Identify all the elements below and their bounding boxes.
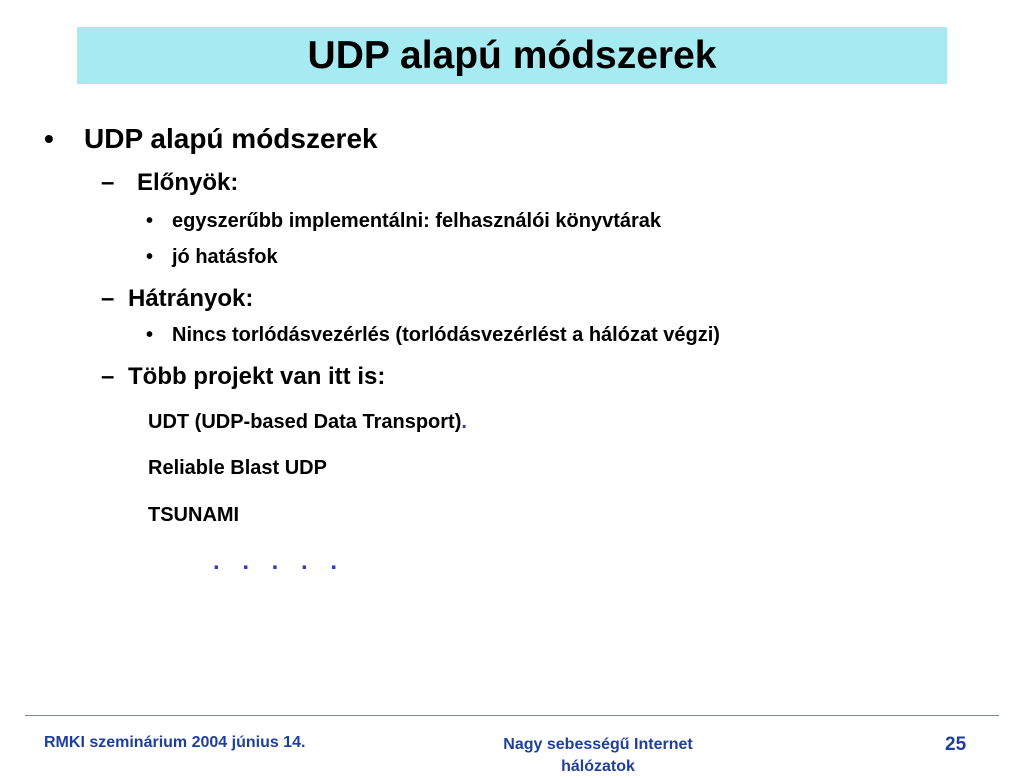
projects-heading: Több projekt van itt is: (128, 363, 386, 390)
disadvantages-dash: – (101, 285, 115, 312)
disadvantage-item-1-marker: • (146, 324, 154, 346)
disadvantages-heading: Hátrányok: (128, 285, 254, 312)
advantage-item-2-marker: • (146, 246, 154, 268)
project-item-udt-text: UDT (UDP-based Data Transport) (148, 411, 462, 433)
main-bullet-marker: • (44, 123, 54, 154)
footer-center-text: Nagy sebességű Internet hálózatok (503, 736, 693, 775)
project-item-rbudp: Reliable Blast UDP (148, 457, 327, 479)
footer-divider (25, 715, 999, 716)
project-item-tsunami: TSUNAMI (148, 504, 240, 526)
slide-title-bar (77, 27, 947, 84)
advantage-item-1-marker: • (146, 210, 154, 232)
slide-title: UDP alapú módszerek (307, 33, 717, 77)
advantages-heading: Előnyök: (137, 169, 239, 196)
projects-dash: – (101, 363, 115, 390)
footer-left-text: RMKI szeminárium 2004 június 14. (44, 734, 306, 751)
advantage-item-2-text: jó hatásfok (172, 246, 278, 268)
page-number: 25 (945, 734, 967, 755)
disadvantage-item-1-text: Nincs torlódásvezérlés (torlódásvezérlést a hálózat végzi) (172, 324, 720, 346)
projects-ellipsis: . . . . . (213, 548, 346, 575)
advantages-dash: – (101, 169, 115, 196)
project-item-udt (148, 411, 467, 434)
project-item-udt-period: . (461, 411, 467, 433)
main-bullet-text: UDP alapú módszerek (84, 123, 378, 154)
advantage-item-1-text: egyszerűbb implementálni: felhasználói könyvtárak (172, 210, 662, 232)
